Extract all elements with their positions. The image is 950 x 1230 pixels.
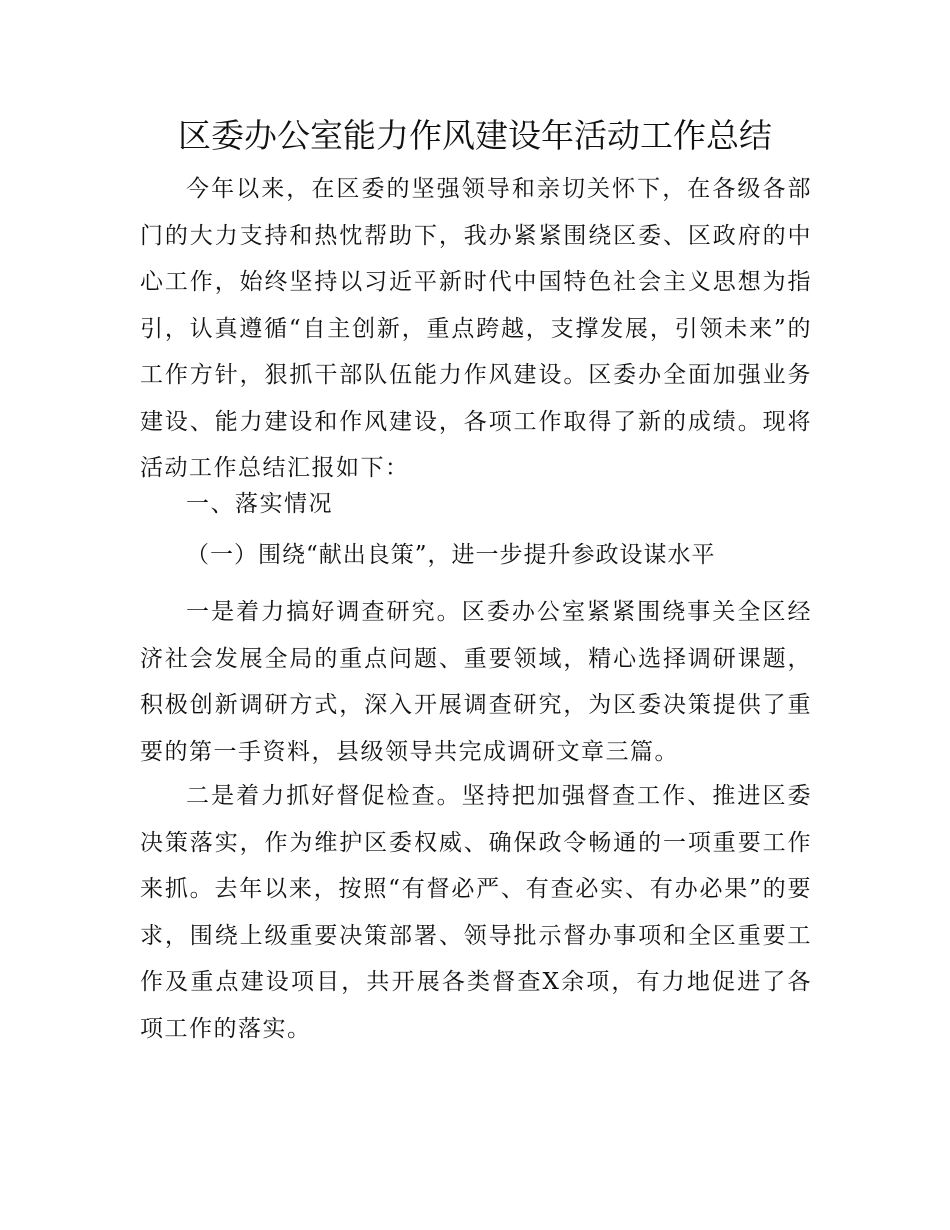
section-heading: 一、落实情况 xyxy=(186,491,333,517)
subsection-heading: （一）围绕“献出良策”，进一步提升参政设谋水平 xyxy=(186,542,716,568)
document-title: 区委办公室能力作风建设年活动工作总结 xyxy=(178,116,772,155)
body-paragraph-supervision: 二是着力抓好督促检查。坚持把加强督查工作、推进区委决策落实，作为维护区委权威、确保政令畅通的一项重要工作来抓。去年以来，按照“有督必严、有查必实、有办必果”的要求，围绕上级重要决策部署、领导批示督办事项和全区重要工作及重点建设项目，共开展各类督查X余项，有力地促进了各项工作的落实。 xyxy=(140,783,812,1042)
body-paragraph-research: 一是着力搞好调查研究。区委办公室紧紧围绕事关全区经济社会发展全局的重点问题、重要领域，精心选择调研课题，积极创新调研方式，深入开展调查研究，为区委决策提供了重要的第一手资料，县级领导共完成调研文章三篇。 xyxy=(140,599,812,765)
intro-paragraph: 今年以来，在区委的坚强领导和亲切关怀下，在各级各部门的大力支持和热忱帮助下，我办紧紧围绕区委、区政府的中心工作，始终坚持以习近平新时代中国特色社会主义思想为指引，认真遵循“自主创新，重点跨越，支撑发展，引领未来”的工作方针，狠抓干部队伍能力作风建设。区委办全面加强业务建设、能力建设和作风建设，各项工作取得了新的成绩。现将活动工作总结汇报如下： xyxy=(140,176,812,481)
